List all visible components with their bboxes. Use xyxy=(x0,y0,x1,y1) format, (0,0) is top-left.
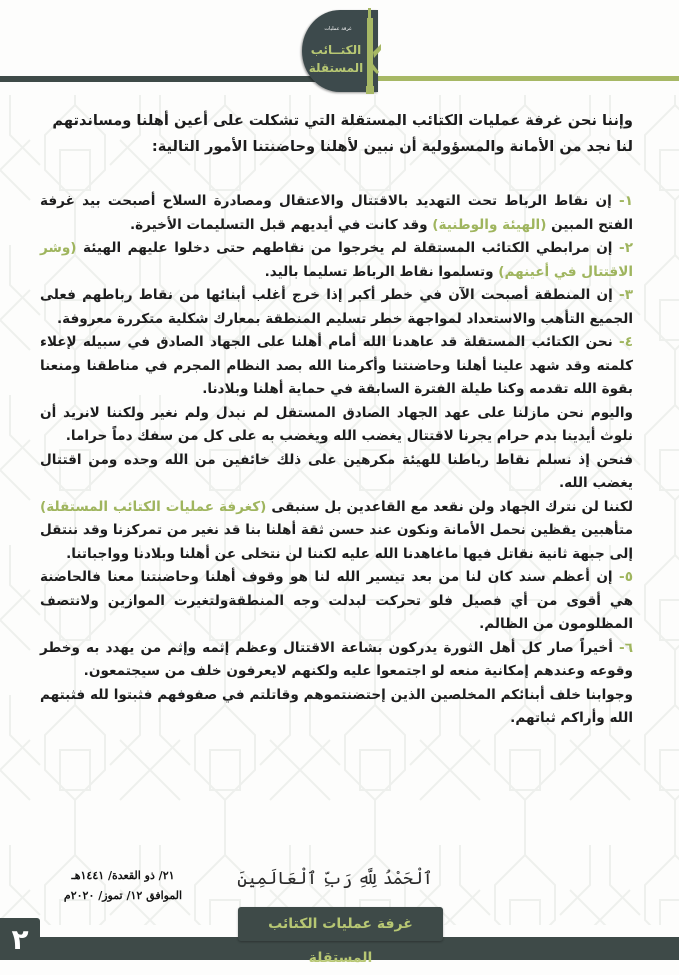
list-item xyxy=(40,566,633,637)
item-text: إن المنطقة أصبحت الآن في خطر أكبر إذا خرج أغلب أبنائها من نقاط رباطهم فعلى الجميع التأهب والاستعداد لمواجهة خطر تسليم المنطقة بمعارك شكلية متكررة معروفة. xyxy=(40,287,633,327)
doxology-calligraphy: ٱلْحَمْدُ لِلَّهِ رَبِّ ٱلْعَالَمِينَ xyxy=(237,869,433,889)
list-item xyxy=(40,284,633,331)
logo-line-2: المستقلة xyxy=(308,61,364,75)
item-number: ١- xyxy=(619,193,633,209)
header-bar-dark xyxy=(0,76,330,82)
list-item xyxy=(40,237,633,284)
statement-body xyxy=(40,108,633,731)
item-text-end: وتسلموا نقاط الرباط تسليما باليد. xyxy=(264,263,499,280)
item-text: نحن الكتائب المستقلة قد عاهدنا الله أمام أهلنا على الجهاد الصادق في سبيله لإعلاء كلمته وقد شهد علينا أهلنا وحاضنتنا وأكرمنا الله بصد النظام المجرم في مناطقنا ومنعنا بقوة الله تقدمه وكنا طيلة الفترة السابقة في حماية أهلنا وبلادنا. xyxy=(40,334,633,397)
today-paragraph: واليوم نحن مازلنا على عهد الجهاد الصادق المستقل لم نبدل ولم نغير ولكننا لانريد أن نلوث أيدينا بدم حرام يجرنا لاقتتال يغضب الله ويغضب به على كل من سفك دماً حراما. xyxy=(40,404,633,444)
rifle-icon xyxy=(366,8,382,94)
item-number: ٣- xyxy=(619,287,633,303)
item-highlight: (الهيئة والوطنية) xyxy=(432,216,547,233)
continue-text: لكننا لن نترك الجهاد ولن نقعد مع القاعدين بل سنبقى xyxy=(266,498,633,515)
continue-highlight: (كغرفة عمليات الكتائب المستقلة) xyxy=(40,498,267,515)
item-number: ٦- xyxy=(619,639,633,656)
item-text: إن نقاط الرباط تحت التهديد بالاقتتال والاعتقال ومصادرة السلاح أصبحت بيد غرفة الفتح المبين xyxy=(40,193,633,233)
continue-text-end: متأهبين يقظين نحمل الأمانة ونكون عند حسن ثقة أهلنا بنا قد نغير من تمركزنا وقد ننتقل إلى جبهة ثانية نقاتل فيها ماعاهدنا الله عليه لكننا لن نتخلى عن أهلنا وبلادنا وواجباتنا. xyxy=(40,522,633,562)
date-hijri: ٢١/ ذو القعدة/ ١٤٤١هـ xyxy=(71,869,175,882)
intro-paragraph: وإننا نحن غرفة عمليات الكتائب المستقلة التي تشكلت على أعين أهلنا ومساندتهم لنا نجد من الأمانة والمسؤولية أن نبين لأهلنا وحاضنتنا الأمور التالية: xyxy=(52,112,633,155)
closing-paragraph: وجوابنا خلف أبنائكم المخلصين الذين إحتضنتموهم وقاتلتم في صفوفهم فثبتوا لله فثبتهم الله وأراكم ثباتهم. xyxy=(40,686,633,726)
list-item xyxy=(40,637,633,684)
page-number: ٢ xyxy=(0,918,40,960)
logo-small-text: غرفة عمليات xyxy=(324,26,352,32)
item-number: ٤- xyxy=(619,334,633,350)
logo xyxy=(302,8,382,94)
handover-paragraph: فنحن إذ نسلم نقاط رباطنا للهيئة مكرهين على ذلك خائفين من الله وحده ومن اقتتال يغضب الله. xyxy=(40,451,633,491)
item-text: إن أعظم سند كان لنا من بعد تيسير الله لنا هو وقوف أهلنا وحاضنتنا معنا فالحاضنة هي أقوى من أي فصيل فلو تحركت لبدلت وجه المنطقةولتغيرت الموازين ولانتصف المظلومون من الظالم. xyxy=(40,569,633,632)
list-item xyxy=(40,190,633,237)
item-highlight: (وشر الاقتتال في أعينهم) xyxy=(40,240,633,280)
header-bar-green xyxy=(370,76,679,81)
continue-paragraph xyxy=(40,496,633,567)
item-number: ٢- xyxy=(619,240,633,256)
item-number: ٥- xyxy=(619,569,633,585)
signature-badge: غرفة عمليات الكتائب المستقلة xyxy=(238,907,443,941)
date-gregorian: الموافق ١٢/ تموز/ ٢٠٢٠م xyxy=(63,889,183,902)
date-block xyxy=(58,866,188,906)
item-text-end: وقد كانت في أيديهم قبل التسليمات الأخيرة. xyxy=(129,216,433,233)
logo-line-1: الكتــائب xyxy=(310,43,362,57)
item-text: أخيراً صار كل أهل الثورة يدركون بشاعة الاقتتال وعظم إثمه وإثم من يهدد به وخطر وقوعه وعندهم إمكانية منعه لو اجتمعوا عليه ولكنهم لايعرفون خلف من سيجتمعون. xyxy=(40,639,633,679)
list-item xyxy=(40,331,633,402)
item-text: إن مرابطي الكتائب المستقلة لم يخرجوا من نقاطهم حتى دخلوا عليهم الهيئة xyxy=(76,240,613,256)
